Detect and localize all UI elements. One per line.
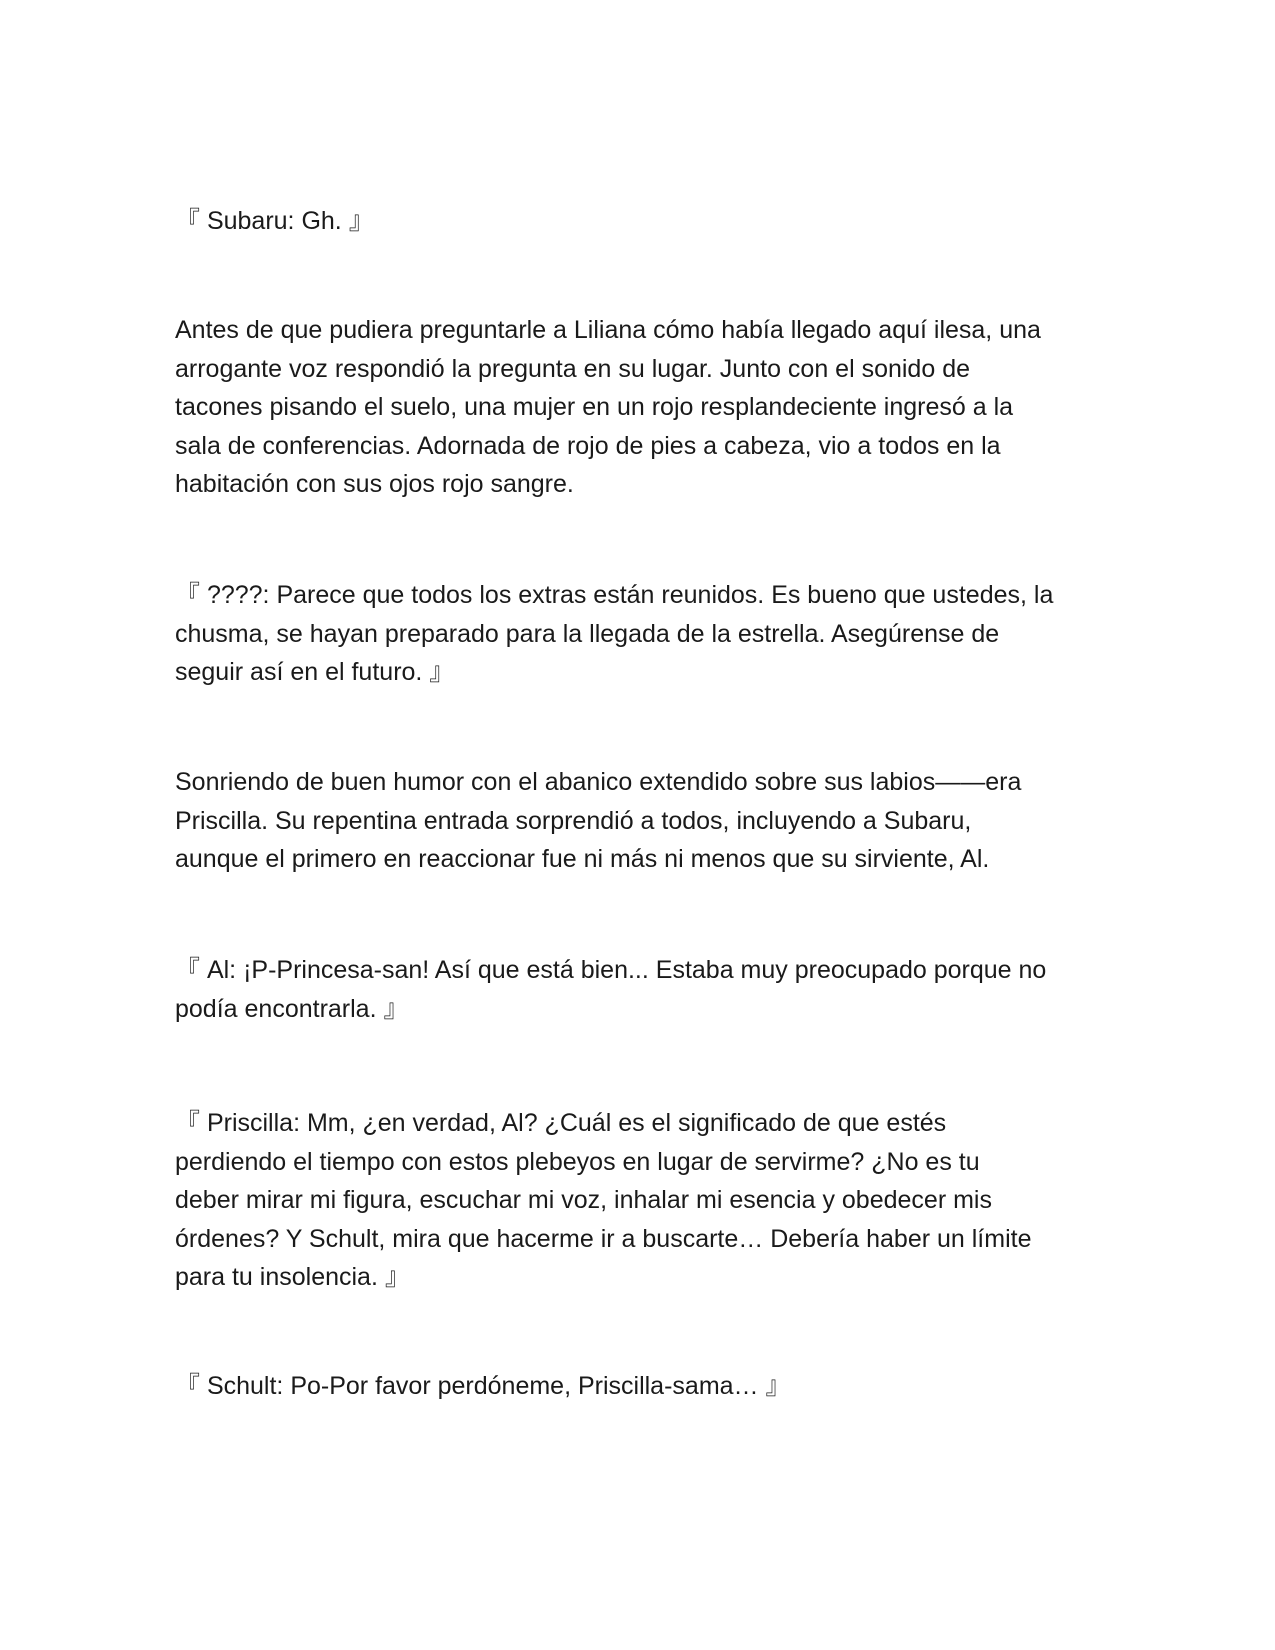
dialogue-schult: 『 Schult: Po-Por favor perdóneme, Priscilla-sama… 』 — [175, 1372, 791, 1400]
dialogue-al: 『 Al: ¡P-Princesa-san! Así que está bien... Estaba muy preocupado porque no podía encontrarla. 』 — [175, 956, 1047, 1023]
narration-paragraph: Sonriendo de buen humor con el abanico extendido sobre sus labios——era Priscilla. Su repentina entrada sorprendió a todos, incluyendo a Subaru, aunque el primero en reaccionar fue ni más ni menos que su sirviente, Al. — [175, 768, 1022, 873]
narration-paragraph: Antes de que pudiera preguntarle a Liliana cómo había llegado aquí ilesa, una arrogante voz respondió la pregunta en su lugar. Junto con el sonido de tacones pisando el suelo, una mujer en un rojo resplandeciente ingresó a la sala de conferencias. Adornada de rojo de pies a cabeza, vio a todos en la habitación con sus ojos rojo sangre. — [175, 316, 1041, 498]
dialogue-priscilla: 『 Priscilla: Mm, ¿en verdad, Al? ¿Cuál es el significado de que estés perdiendo el tiempo con estos plebeyos en lugar de servirme? ¿No es tu deber mirar mi figura, escuchar mi voz, inhalar mi esencia y obedecer mis órdenes? Y Schult, mira que hacerme ir a buscarte… Debería haber un límite para tu insolencia. 』 — [175, 1109, 1032, 1291]
dialogue-subaru: 『 Subaru: Gh. 』 — [175, 207, 374, 235]
dialogue-unknown-speaker: 『 ????: Parece que todos los extras están reunidos. Es bueno que ustedes, la chusma, se hayan preparado para la llegada de la estrella. Asegúrense de seguir así en el futuro. 』 — [175, 581, 1054, 686]
